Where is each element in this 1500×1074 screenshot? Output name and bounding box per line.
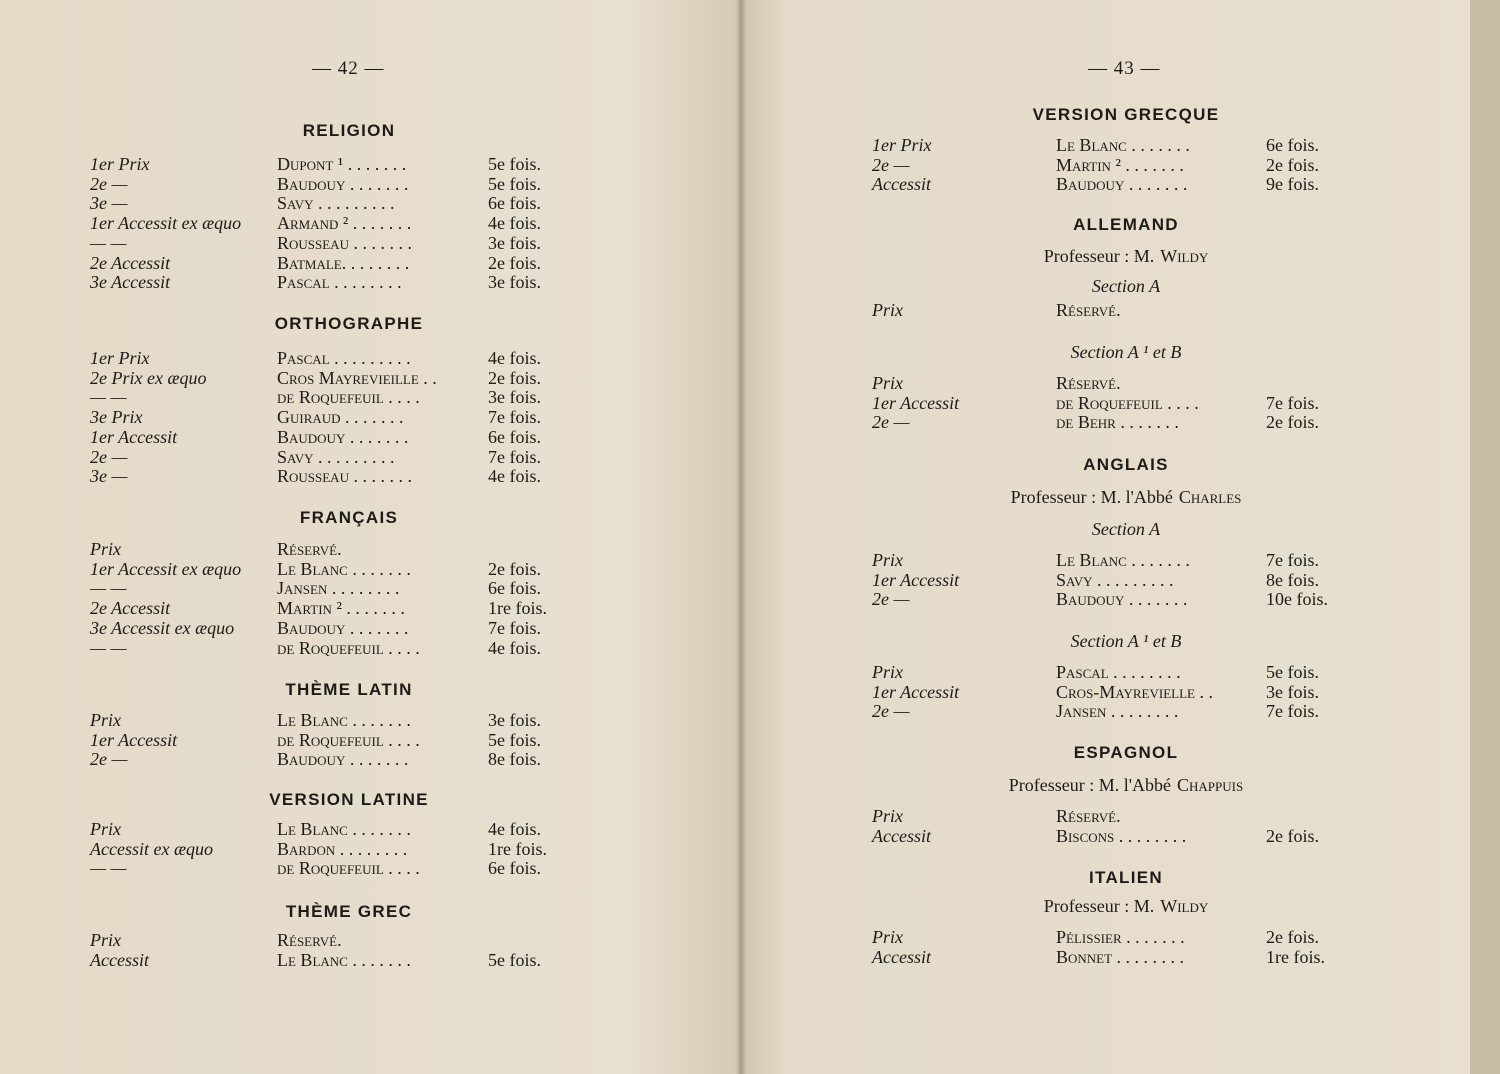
times-count: 4e fois. (488, 213, 541, 234)
student-name: de Roquefeuil . . . . (1056, 392, 1199, 413)
times-count: 2e fois. (1266, 825, 1319, 846)
professor-line (1044, 896, 1209, 917)
prize-label: 1er Prix (90, 154, 150, 174)
prize-label: 3e — (90, 466, 128, 487)
prize-label: Prix (90, 539, 121, 559)
prize-label: 2e — (90, 173, 128, 194)
student-name: Le Blanc . . . . . . . (277, 558, 411, 579)
student-name: de Roquefeuil . . . . (277, 387, 420, 408)
prize-label: 1er Accessit (872, 392, 960, 413)
student-name: Dupont ¹ . . . . . . . (277, 154, 407, 174)
times-count: 2e fois. (1266, 412, 1319, 433)
student-name: Bardon . . . . . . . . (277, 838, 408, 859)
prize-label: — — (90, 387, 127, 408)
section-heading: ORTHOGRAPHE (274, 314, 424, 333)
section-heading: RELIGION (302, 121, 396, 140)
student-name: Baudouy . . . . . . . (1056, 589, 1188, 610)
times-count: 9e fois. (1266, 174, 1319, 195)
times-count: 7e fois. (1266, 392, 1319, 413)
prize-label: 2e — (90, 749, 128, 770)
prize-label: 3e Accessit ex æquo (90, 617, 235, 638)
prize-label: Prix (90, 930, 121, 950)
times-count: 2e fois. (1266, 927, 1319, 947)
professor-line (1009, 775, 1243, 796)
prize-label: 1er Accessit ex æquo (90, 213, 242, 234)
prize-label: 2e — (872, 589, 910, 610)
times-count: 6e fois. (488, 193, 541, 214)
student-name: Cros Mayrevieille . . (277, 367, 437, 388)
professor-line (1044, 246, 1209, 267)
student-name: Rousseau . . . . . . . (277, 232, 412, 253)
student-name: de Roquefeuil . . . . (277, 858, 420, 879)
student-name: Savy . . . . . . . . . (1056, 569, 1174, 590)
times-count: 7e fois. (1266, 701, 1319, 722)
times-count: 4e fois. (488, 466, 541, 487)
times-count: 1re fois. (1266, 946, 1325, 967)
prize-label: 2e Prix ex æquo (90, 367, 207, 388)
prize-label: Prix (90, 819, 121, 839)
student-name: Le Blanc . . . . . . . (1056, 550, 1190, 570)
times-count: 7e fois. (488, 446, 541, 467)
section-heading: FRANÇAIS (299, 508, 399, 527)
times-count: 4e fois. (488, 819, 541, 839)
times-count: 2e fois. (1266, 154, 1319, 175)
times-count: 3e fois. (488, 710, 541, 730)
times-count: 5e fois. (488, 949, 541, 970)
student-name: Biscons . . . . . . . . (1056, 825, 1187, 846)
student-name: Réservé. (1056, 806, 1121, 826)
student-name: Baudouy . . . . . . . (1056, 174, 1188, 195)
section-heading: VERSION GRECQUE (1032, 105, 1220, 124)
prize-label: 2e — (872, 154, 910, 175)
prize-label: Prix (872, 373, 903, 393)
times-count: 6e fois. (1266, 135, 1319, 155)
times-count: 3e fois. (488, 272, 541, 293)
prize-label: Prix (872, 550, 903, 570)
prize-label: Prix (872, 927, 903, 947)
student-name: Réservé. (1056, 373, 1121, 393)
student-name: Baudouy . . . . . . . (277, 426, 409, 447)
student-name: Pascal . . . . . . . . (1056, 662, 1181, 682)
times-count: 5e fois. (488, 154, 541, 174)
section-heading: THÈME LATIN (285, 680, 413, 699)
times-count: 1re fois. (488, 598, 547, 619)
times-count: 7e fois. (488, 407, 541, 428)
professor-prefix: Professeur : M. l'Abbé (1010, 487, 1173, 507)
prize-label: 2e — (872, 412, 910, 433)
prize-label: 1er Accessit (90, 729, 178, 750)
prize-label: 3e Accessit (90, 272, 171, 293)
prize-label: Accessit (872, 946, 931, 967)
student-name: Bonnet . . . . . . . . (1056, 946, 1185, 967)
section-heading: ANGLAIS (1083, 455, 1169, 474)
student-name: de Roquefeuil . . . . (277, 637, 420, 658)
student-name: Baudouy . . . . . . . (277, 617, 409, 638)
times-count: 4e fois. (488, 348, 541, 368)
student-name: Rousseau . . . . . . . (277, 466, 412, 487)
subsection-title: Section A (1091, 276, 1161, 296)
student-name: Le Blanc . . . . . . . (1056, 135, 1190, 155)
prize-label: 3e Prix (90, 407, 143, 428)
times-count: 3e fois. (488, 232, 541, 253)
student-name: Savy . . . . . . . . . (277, 193, 395, 214)
prize-label: 3e — (90, 193, 128, 214)
prize-label: — — (90, 232, 127, 253)
times-count: 5e fois. (488, 173, 541, 194)
prize-label: Prix (90, 710, 121, 730)
subsection-title: Section A (1091, 519, 1161, 539)
section-heading: ITALIEN (1089, 868, 1163, 887)
prize-label: 1er Prix (872, 135, 932, 155)
prize-label: 1er Accessit (872, 569, 960, 590)
student-name: Baudouy . . . . . . . (277, 173, 409, 194)
times-count: 2e fois. (488, 252, 541, 273)
student-name: Baudouy . . . . . . . (277, 749, 409, 770)
times-count: 2e fois. (488, 558, 541, 579)
prize-label: 1er Accessit (872, 681, 960, 702)
prize-label: Prix (872, 662, 903, 682)
prize-label: Accessit (872, 825, 931, 846)
prize-label: 2e Accessit (90, 598, 171, 619)
professor-prefix: Professeur : M. l'Abbé (1008, 775, 1172, 795)
student-name: Pascal . . . . . . . . . (277, 348, 411, 368)
subsection-title: Section A ¹ et B (1070, 342, 1182, 362)
prize-label: Accessit (872, 174, 931, 195)
section-heading: ESPAGNOL (1073, 743, 1179, 762)
student-name: Le Blanc . . . . . . . (277, 949, 411, 970)
prize-label: Accessit (90, 949, 149, 970)
professor-prefix: Professeur : M. (1043, 246, 1155, 266)
student-name: Martin ² . . . . . . . (277, 598, 405, 619)
times-count: 6e fois. (488, 426, 541, 447)
section-heading: THÈME GREC (285, 902, 413, 921)
prize-label: Accessit ex æquo (90, 838, 213, 859)
student-name: Cros-Mayrevielle . . (1056, 681, 1213, 702)
times-count: 1re fois. (488, 838, 547, 859)
student-name: Savy . . . . . . . . . (277, 446, 395, 467)
times-count: 5e fois. (488, 729, 541, 750)
times-count: 7e fois. (488, 617, 541, 638)
times-count: 7e fois. (1266, 550, 1319, 570)
page-number-left: — 42 — (312, 58, 385, 79)
student-name: de Behr . . . . . . . (1056, 412, 1179, 433)
section-heading: ALLEMAND (1073, 215, 1179, 234)
page-number-right: — 43 — (1088, 58, 1161, 79)
student-name: Martin ² . . . . . . . (1056, 154, 1184, 175)
times-count: 4e fois. (488, 637, 541, 658)
student-name: Pélissier . . . . . . . (1056, 927, 1185, 947)
student-name: Guiraud . . . . . . . (277, 407, 404, 428)
prize-label: 1er Accessit (90, 426, 178, 447)
student-name: Jansen . . . . . . . . (277, 578, 400, 599)
student-name: Le Blanc . . . . . . . (277, 710, 411, 730)
times-count: 5e fois. (1266, 662, 1319, 682)
professor-name: Chappuis (1177, 775, 1244, 795)
student-name: Pascal . . . . . . . . (277, 272, 402, 293)
prize-label: Prix (872, 300, 903, 320)
student-name: Armand ² . . . . . . . (277, 213, 412, 234)
student-name: Réservé. (277, 930, 342, 950)
prize-label: — — (90, 637, 127, 658)
prize-label: 1er Accessit ex æquo (90, 558, 242, 579)
student-name: Réservé. (277, 539, 342, 559)
professor-line (1011, 487, 1242, 508)
times-count: 10e fois. (1266, 589, 1328, 610)
professor-name: Charles (1178, 487, 1242, 507)
prize-label: 2e — (872, 701, 910, 722)
times-count: 3e fois. (488, 387, 541, 408)
prize-label: — — (90, 858, 127, 879)
prize-label: 2e Accessit (90, 252, 171, 273)
student-name: Le Blanc . . . . . . . (277, 819, 411, 839)
professor-name: Wildy (1160, 896, 1209, 916)
professor-prefix: Professeur : M. (1043, 896, 1155, 916)
times-count: 8e fois. (1266, 569, 1319, 590)
book-gutter (736, 0, 746, 1074)
prize-label: 1er Prix (90, 348, 150, 368)
student-name: de Roquefeuil . . . . (277, 729, 420, 750)
student-name: Batmale. . . . . . . . (277, 252, 410, 273)
professor-name: Wildy (1160, 246, 1209, 266)
times-count: 2e fois. (488, 367, 541, 388)
times-count: 3e fois. (1266, 681, 1319, 702)
prize-label: Prix (872, 806, 903, 826)
student-name: Réservé. (1056, 300, 1121, 320)
student-name: Jansen . . . . . . . . (1056, 701, 1179, 722)
times-count: 8e fois. (488, 749, 541, 770)
subsection-title: Section A ¹ et B (1070, 631, 1182, 651)
prize-label: 2e — (90, 446, 128, 467)
prize-label: — — (90, 578, 127, 599)
times-count: 6e fois. (488, 578, 541, 599)
page-edge (1470, 0, 1500, 1074)
section-heading: VERSION LATINE (269, 790, 429, 809)
times-count: 6e fois. (488, 858, 541, 879)
